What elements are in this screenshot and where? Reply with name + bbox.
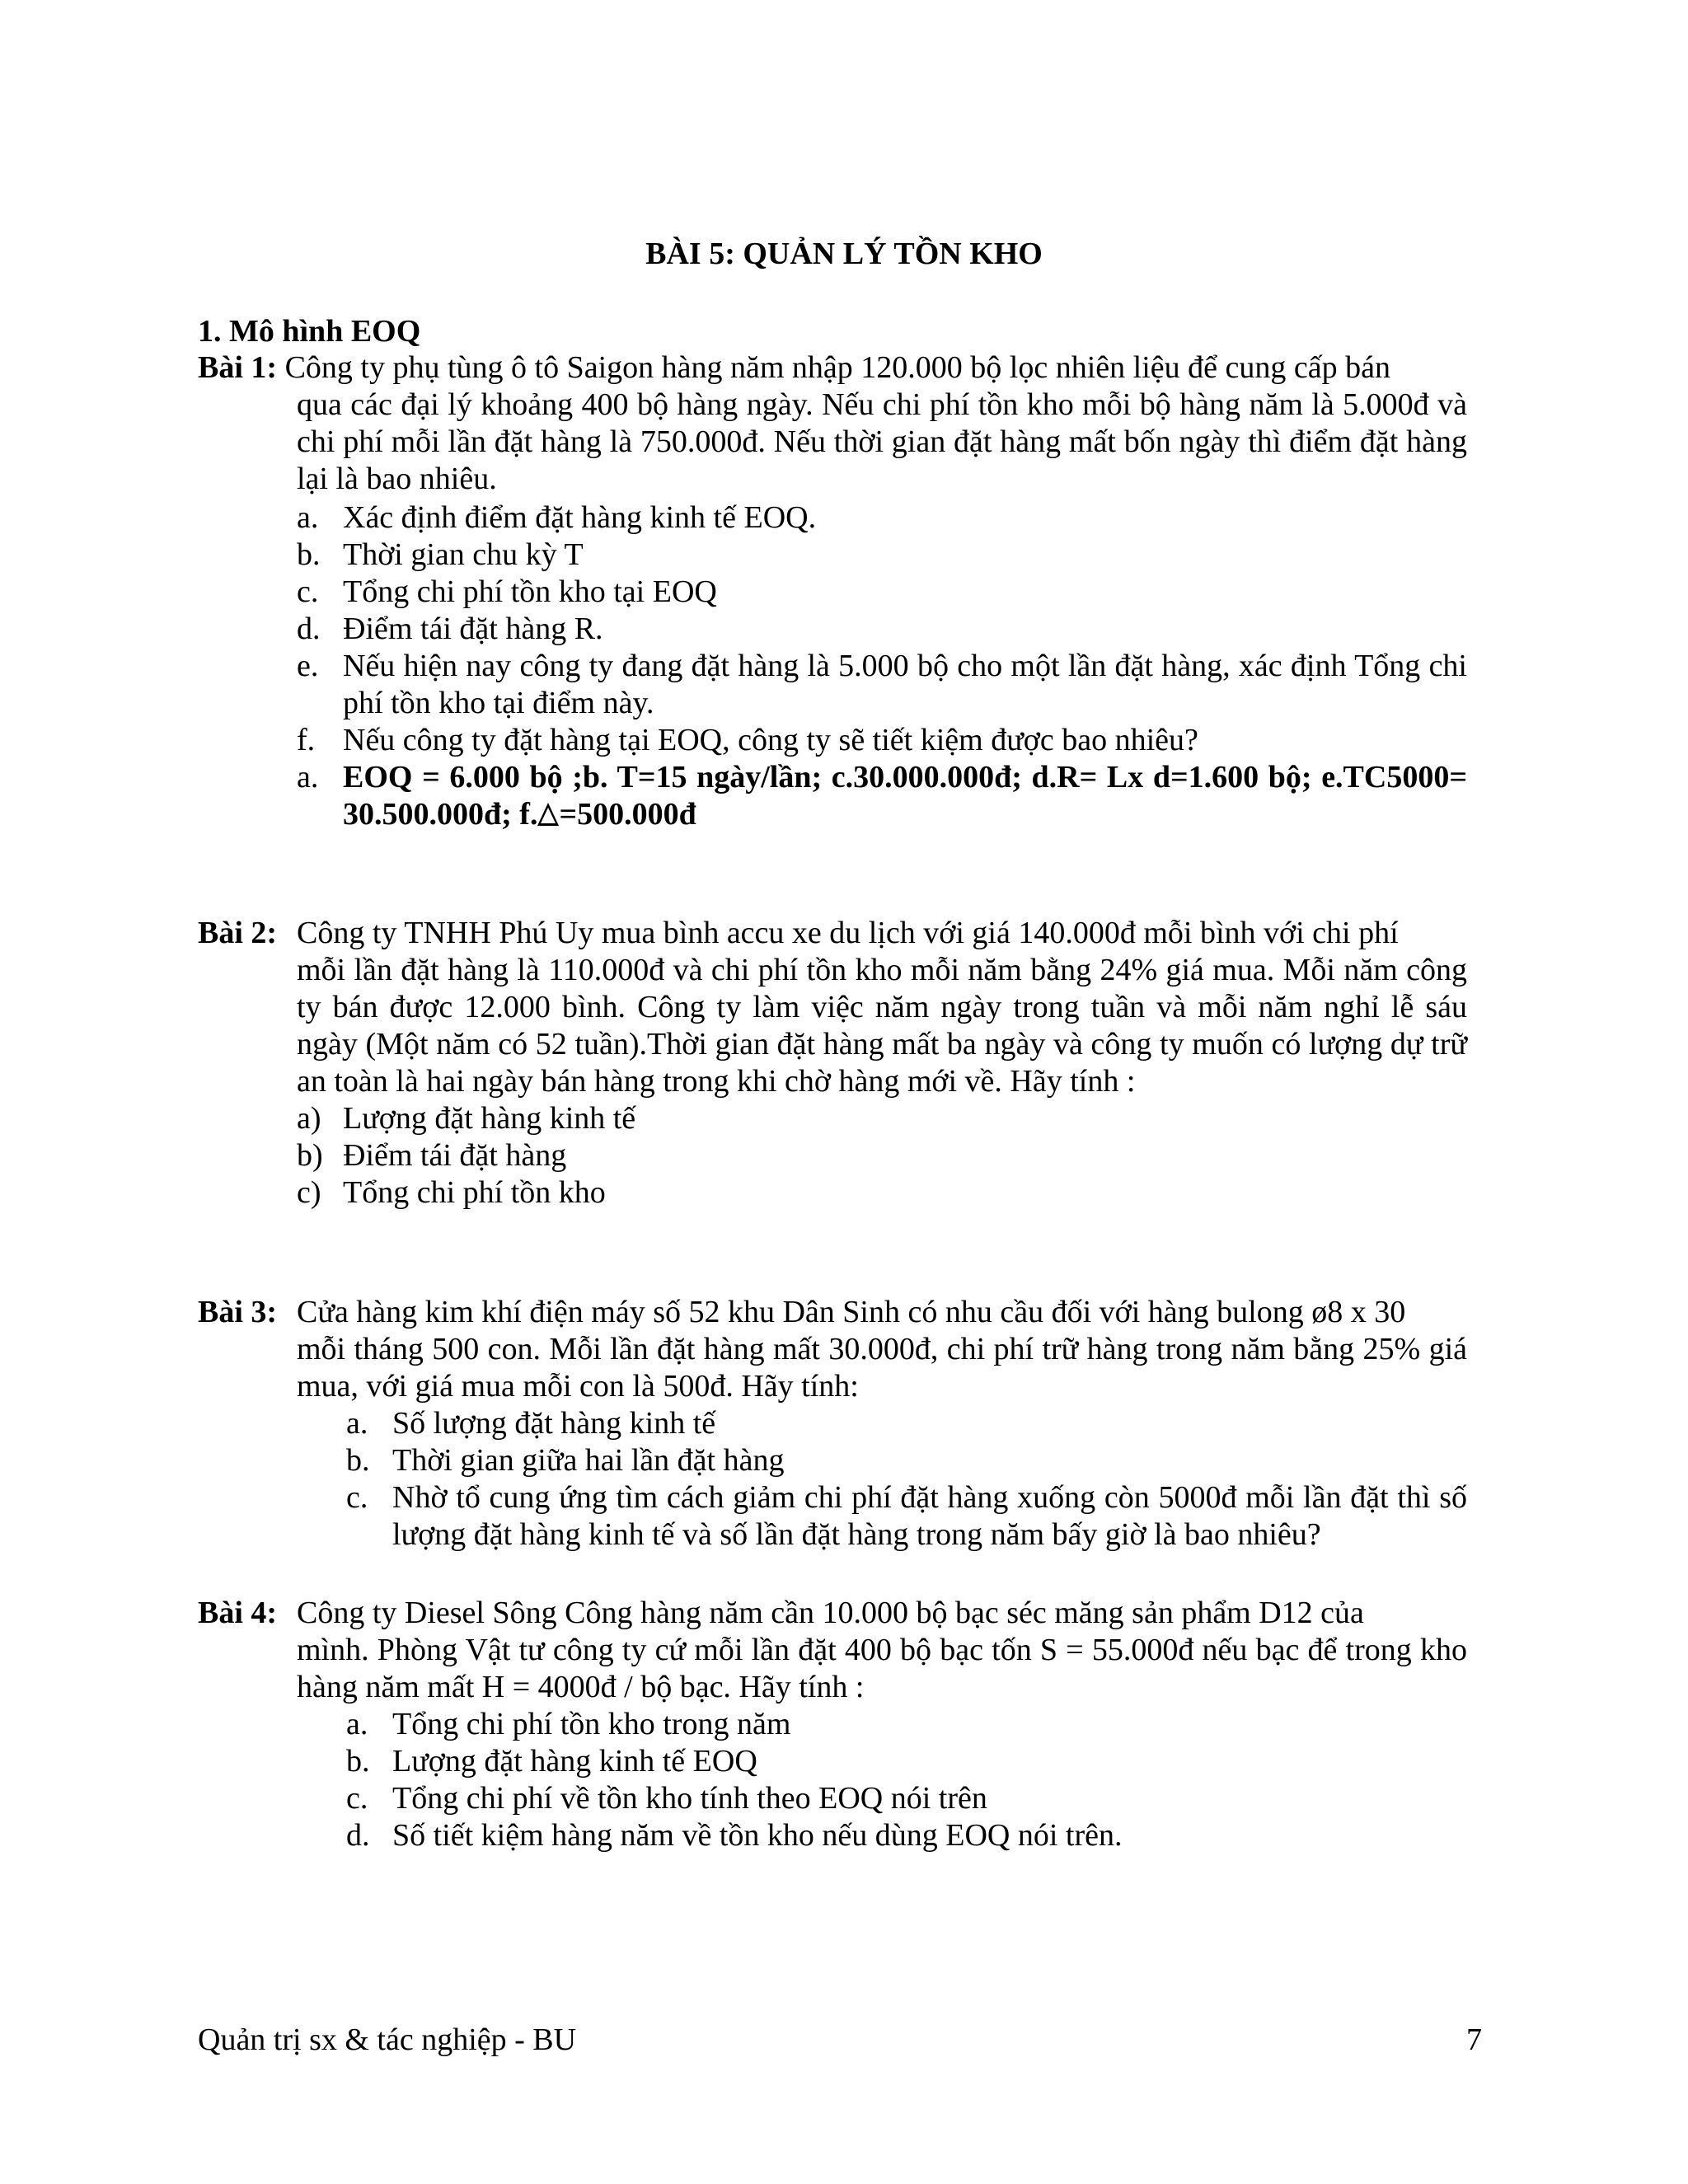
item-marker: f. bbox=[297, 723, 316, 757]
exercise-1-first-line bbox=[198, 349, 1467, 387]
exercise-1-items bbox=[297, 499, 1467, 833]
item-marker: d. bbox=[297, 612, 321, 646]
exercise-4-items bbox=[346, 1706, 1467, 1854]
item-marker: b) bbox=[297, 1138, 323, 1173]
item-text: Thời gian chu kỳ T bbox=[343, 537, 584, 572]
exercise-4-text-rest: mình. Phòng Vật tư công ty cứ mỗi lần đặt 400 bộ bạc tốn S = 55.000đ nếu bạc để trong kho hàng năm mất H = 4000đ / bộ bạc. Hãy tính : bbox=[297, 1633, 1467, 1704]
exercise-1-text-first: Công ty phụ tùng ô tô Saigon hàng năm nhập 120.000 bộ lọc nhiên liệu để cung cấp bán bbox=[284, 350, 1390, 385]
item-marker: b. bbox=[346, 1744, 370, 1779]
answer-text-main: EOQ = 6.000 bộ ;b. T=15 ngày/lần; c.30.000.000đ; d.R= Lx d=1.600 bộ; e.TC5000= 30.500.000đ; f. bbox=[343, 760, 1467, 832]
item-marker: c. bbox=[297, 574, 319, 609]
item-marker: a. bbox=[297, 500, 319, 535]
exercise-3-items bbox=[346, 1405, 1467, 1554]
exercise-4-label: Bài 4: bbox=[198, 1596, 278, 1630]
item-text: Xác định điểm đặt hàng kinh tế EOQ. bbox=[343, 500, 817, 535]
item-text: Điểm tái đặt hàng bbox=[343, 1138, 567, 1173]
answer-line bbox=[297, 759, 1467, 833]
item-text: Lượng đặt hàng kinh tế bbox=[343, 1101, 636, 1136]
answer-marker: a. bbox=[297, 760, 319, 794]
item-text: Nếu hiện nay công ty đang đặt hàng là 5.000 bộ cho một lần đặt hàng, xác định Tổng chi phí tồn kho tại điểm này. bbox=[343, 649, 1467, 720]
list-item bbox=[346, 1479, 1467, 1554]
exercise-2-text-first: Công ty TNHH Phú Uy mua bình accu xe du lịch với giá 140.000đ mỗi bình với chi phí bbox=[297, 916, 1399, 950]
item-marker: e. bbox=[297, 649, 319, 683]
item-text: Thời gian giữa hai lần đặt hàng bbox=[392, 1443, 785, 1478]
list-item bbox=[297, 574, 1467, 611]
list-item bbox=[297, 499, 1467, 537]
item-text: Số lượng đặt hàng kinh tế bbox=[392, 1406, 716, 1441]
item-text: Điểm tái đặt hàng R. bbox=[343, 612, 603, 646]
item-marker: a. bbox=[346, 1406, 368, 1441]
exercise-4-text-first: Công ty Diesel Sông Công hàng năm cần 10.000 bộ bạc séc măng sản phẩm D12 của bbox=[297, 1596, 1364, 1630]
footer-course-name: Quản trị sx & tác nghiệp - BU bbox=[198, 2022, 577, 2057]
item-text: Tổng chi phí tồn kho tại EOQ bbox=[343, 574, 717, 609]
answer-text bbox=[343, 759, 1467, 833]
footer-page-number: 7 bbox=[1466, 2022, 1482, 2057]
list-item bbox=[346, 1706, 1467, 1743]
item-text: Tổng chi phí về tồn kho tính theo EOQ nói trên bbox=[392, 1781, 987, 1816]
exercise-3-first-line bbox=[198, 1294, 1467, 1331]
answer-text-end: =500.000đ bbox=[559, 797, 696, 832]
item-marker: b. bbox=[346, 1443, 370, 1478]
list-item bbox=[346, 1743, 1467, 1780]
list-item bbox=[297, 648, 1467, 722]
exercise-2-label: Bài 2: bbox=[198, 916, 278, 950]
item-text: Tổng chi phí tồn kho bbox=[343, 1175, 606, 1210]
list-item bbox=[346, 1780, 1467, 1817]
item-marker: d. bbox=[346, 1818, 370, 1853]
page-title: BÀI 5: QUẢN LÝ TỒN KHO bbox=[645, 237, 1043, 271]
list-item bbox=[346, 1405, 1467, 1442]
exercise-3-text-first: Cửa hàng kim khí điện máy số 52 khu Dân Sinh có nhu cầu đối với hàng bulong ø8 x 30 bbox=[297, 1295, 1406, 1329]
list-item bbox=[297, 1137, 1467, 1174]
item-text: Lượng đặt hàng kinh tế EOQ bbox=[392, 1744, 757, 1779]
list-item bbox=[297, 611, 1467, 648]
item-text: Số tiết kiệm hàng năm về tồn kho nếu dùng EOQ nói trên. bbox=[392, 1818, 1123, 1853]
exercise-2-items bbox=[297, 1100, 1467, 1212]
list-item bbox=[297, 1100, 1467, 1137]
exercise-2-first-line bbox=[198, 915, 1467, 952]
item-text: Nhờ tổ cung ứng tìm cách giảm chi phí đặt hàng xuống còn 5000đ mỗi lần đặt thì số lượng đặt hàng kinh tế và số lần đặt hàng trong năm bấy giờ là bao nhiêu? bbox=[392, 1480, 1467, 1552]
exercise-3-text-rest: mỗi tháng 500 con. Mỗi lần đặt hàng mất 30.000đ, chi phí trữ hàng trong năm bằng 25% giá mua, với giá mua mỗi con là 500đ. Hãy tính: bbox=[297, 1332, 1467, 1404]
list-item bbox=[346, 1442, 1467, 1479]
exercise-4-first-line bbox=[198, 1595, 1467, 1632]
item-marker: a. bbox=[346, 1707, 368, 1741]
list-item bbox=[297, 1174, 1467, 1212]
item-marker: a) bbox=[297, 1101, 321, 1136]
exercise-2-text-rest: mỗi lần đặt hàng là 110.000đ và chi phí tồn kho mỗi năm bằng 24% giá mua. Mỗi năm công ty bán được 12.000 bình. Công ty làm việc năm ngày trong tuần và mỗi năm nghỉ lễ sáu ngày (Một năm có 52 tuần).Thời gian đặt hàng mất ba ngày và công ty muốn có lượng dự trữ an toàn là hai ngày bán hàng trong khi chờ hàng mới về. Hãy tính : bbox=[297, 953, 1467, 1099]
item-marker: c. bbox=[346, 1480, 368, 1515]
exercise-3-label: Bài 3: bbox=[198, 1295, 278, 1329]
item-text: Nếu công ty đặt hàng tại EOQ, công ty sẽ tiết kiệm được bao nhiêu? bbox=[343, 723, 1198, 757]
list-item bbox=[297, 722, 1467, 759]
list-item bbox=[297, 537, 1467, 574]
item-marker: c) bbox=[297, 1175, 321, 1210]
delta-triangle-icon bbox=[537, 803, 559, 826]
item-marker: c. bbox=[346, 1781, 368, 1816]
item-text: Tổng chi phí tồn kho trong năm bbox=[392, 1707, 791, 1741]
exercise-1-label: Bài 1: bbox=[198, 350, 278, 385]
list-item bbox=[346, 1817, 1467, 1854]
exercise-1-text-rest: qua các đại lý khoảng 400 bộ hàng ngày. Nếu chi phí tồn kho mỗi bộ hàng năm là 5.000đ và chi phí mỗi lần đặt hàng là 750.000đ. Nếu thời gian đặt hàng mất bốn ngày thì điểm đặt hàng lại là bao nhiêu. bbox=[297, 387, 1467, 496]
item-marker: b. bbox=[297, 537, 321, 572]
section-heading: 1. Mô hình EOQ bbox=[198, 314, 421, 349]
